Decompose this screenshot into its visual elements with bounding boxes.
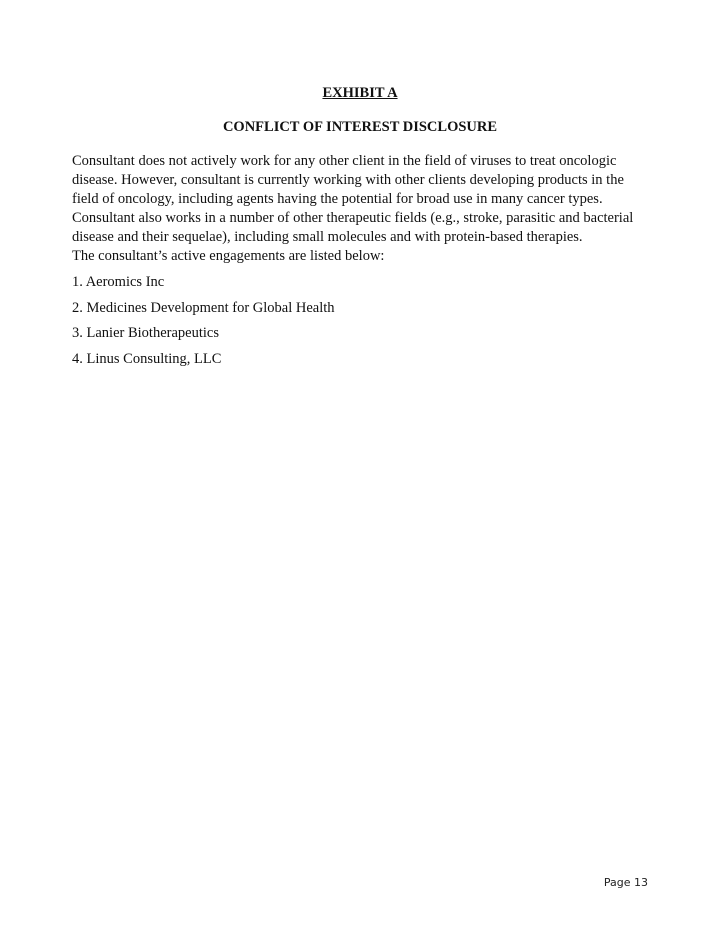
page-number: Page 13 — [603, 876, 648, 889]
section-title: CONFLICT OF INTEREST DISCLOSURE — [222, 119, 498, 135]
engagements-intro: The consultant’s active engagements are listed below: — [72, 248, 385, 264]
engagements-list — [72, 273, 335, 375]
list-item: 1. Aeromics Inc — [72, 274, 165, 290]
list-item: 2. Medicines Development for Global Health — [72, 299, 335, 316]
list-item: 3. Lanier Biotherapeutics — [72, 325, 219, 341]
exhibit-title: EXHIBIT A — [322, 85, 398, 101]
list-item: 4. Linus Consulting, LLC — [72, 350, 222, 367]
disclosure-paragraph: Consultant does not actively work for any other client in the field of viruses to treat oncologic disease. However, consultant is currently working with other clients developing products in the field of oncology, including agents having the potential for broad use in many cancer types. Consultant also works in a number of other therapeutic fields (e.g., stroke, parasitic and bacterial disease and their sequelae), including small molecules and with protein-based therapies. — [72, 153, 634, 245]
